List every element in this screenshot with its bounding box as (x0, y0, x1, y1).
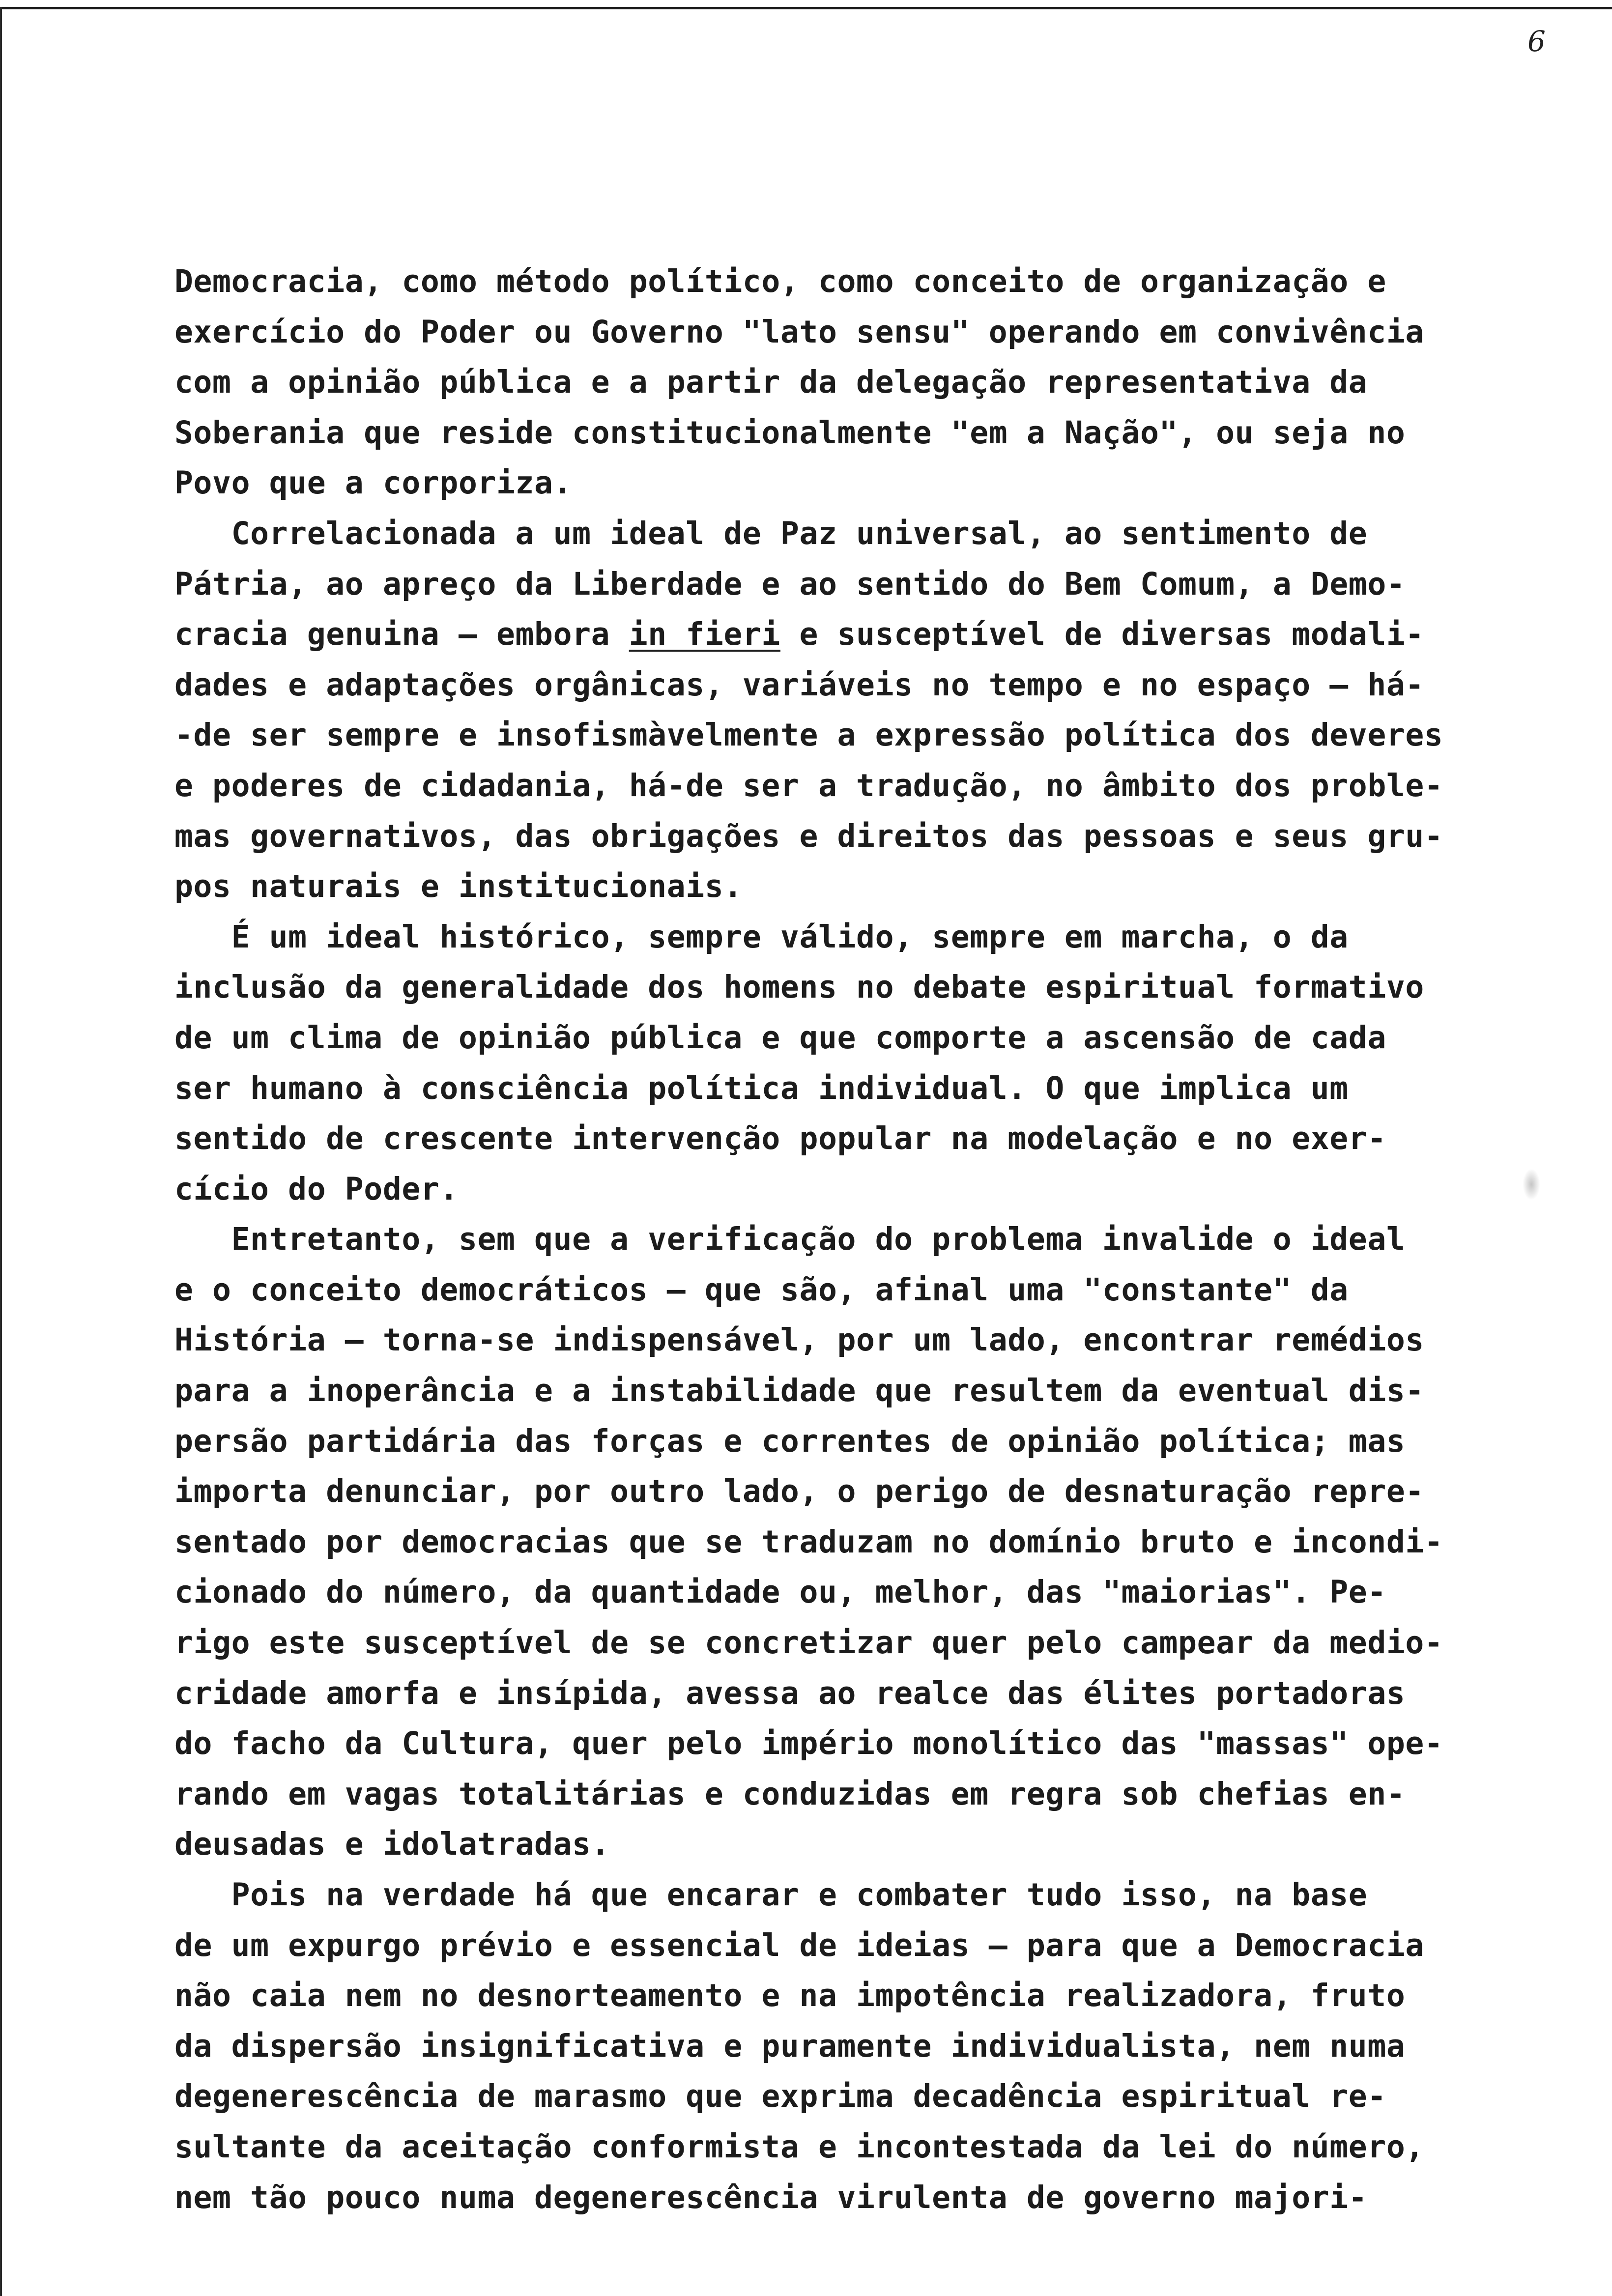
text-line (174, 1567, 1531, 1618)
text-line (174, 458, 1531, 509)
text-segment: e o conceito democráticos — que são, afinal uma "constante" da (174, 1271, 1349, 1308)
text-segment: -de ser sempre e insofismàvelmente a expressão política dos deveres (174, 717, 1443, 753)
text-segment: É um ideal histórico, sempre válido, sempre em marcha, o da (174, 918, 1349, 955)
text-segment: sentido de crescente intervenção popular na modelação e no exer- (174, 1120, 1386, 1157)
text-line (174, 1416, 1531, 1467)
page-number: 6 (1527, 25, 1546, 58)
text-segment: Democracia, como método político, como conceito de organização e (174, 263, 1386, 299)
text-line (174, 1315, 1531, 1366)
text-segment: de um clima de opinião pública e que comporte a ascensão de cada (174, 1019, 1386, 1056)
text-segment: cionado do número, da quantidade ou, melhor, das "maiorias". Pe- (174, 1574, 1386, 1610)
text-line (174, 559, 1531, 610)
text-line (174, 307, 1531, 358)
text-segment: importa denunciar, por outro lado, o perigo de desnaturação repre- (174, 1473, 1424, 1510)
text-segment: rando em vagas totalitárias e conduzidas em regra sob chefias en- (174, 1776, 1406, 1812)
text-segment: degenerescência de marasmo que exprima decadência espiritual re- (174, 2078, 1386, 2115)
text-segment: de um expurgo prévio e essencial de ideias — para que a Democracia (174, 1927, 1424, 1963)
text-line (174, 861, 1531, 912)
text-line (174, 1870, 1531, 1921)
text-segment: mas governativos, das obrigações e direitos das pessoas e seus gru- (174, 818, 1443, 854)
text-segment: cício do Poder. (174, 1171, 459, 1207)
text-segment: Correlacionada a um ideal de Paz universal, ao sentimento de (174, 515, 1368, 551)
text-line (174, 1265, 1531, 1316)
text-segment: para a inoperância e a instabilidade que resultem da eventual dis- (174, 1373, 1424, 1409)
text-line (174, 2173, 1531, 2223)
text-segment: História — torna-se indispensável, por um lado, encontrar remédios (174, 1322, 1424, 1358)
text-segment: persão partidária das forças e correntes de opinião política; mas (174, 1423, 1406, 1459)
text-line (174, 1668, 1531, 1719)
text-segment: da dispersão insignificativa e puramente individualista, nem numa (174, 2028, 1406, 2064)
text-line (174, 912, 1531, 963)
text-segment: rigo este susceptível de se concretizar quer pelo campear da medio- (174, 1625, 1443, 1661)
text-segment: cridade amorfa e insípida, avessa ao realce das élites portadoras (174, 1675, 1406, 1711)
text-line (174, 1214, 1531, 1265)
text-line (174, 1114, 1531, 1164)
text-segment: do facho da Cultura, quer pelo império monolítico das "massas" ope- (174, 1725, 1443, 1762)
text-segment: e susceptível de diversas modali- (780, 616, 1424, 653)
text-line (174, 1063, 1531, 1114)
text-segment: Pois na verdade há que encarar e combater tudo isso, na base (174, 1877, 1368, 1913)
page-top-edge (0, 7, 1612, 9)
text-line (174, 710, 1531, 761)
text-line (174, 609, 1531, 660)
text-segment: sultante da aceitação conformista e incontestada da lei do número, (174, 2128, 1424, 2165)
text-segment: deusadas e idolatradas. (174, 1826, 610, 1863)
text-segment: Entretanto, sem que a verificação do problema invalide o ideal (174, 1221, 1406, 1258)
text-segment: Povo que a corporiza. (174, 465, 573, 501)
text-segment: sentado por democracias que se traduzam no domínio bruto e incondi- (174, 1523, 1443, 1560)
latin-phrase: in fieri (629, 616, 780, 653)
text-line (174, 408, 1531, 459)
text-segment: cracia genuina — embora (174, 616, 629, 653)
page-left-edge (0, 7, 2, 2296)
text-line (174, 1971, 1531, 2021)
text-line (174, 2122, 1531, 2173)
text-line (174, 2021, 1531, 2072)
text-line (174, 811, 1531, 862)
text-line (174, 1517, 1531, 1568)
text-segment: dades e adaptações orgânicas, variáveis no tempo e no espaço — há- (174, 666, 1424, 703)
text-line (174, 1819, 1531, 1870)
text-segment: exercício do Poder ou Governo "lato sensu" operando em convivência (174, 314, 1424, 350)
text-segment: Pátria, ao apreço da Liberdade e ao sentido do Bem Comum, a Demo- (174, 566, 1406, 602)
text-segment: com a opinião pública e a partir da delegação representativa da (174, 364, 1368, 401)
text-line (174, 962, 1531, 1013)
text-line (174, 509, 1531, 559)
text-segment: Soberania que reside constitucionalmente "em a Nação", ou seja no (174, 414, 1406, 451)
text-segment: ser humano à consciência política individual. O que implica um (174, 1070, 1349, 1106)
text-segment: e poderes de cidadania, há-de ser a tradução, no âmbito dos proble- (174, 767, 1443, 804)
text-line (174, 1366, 1531, 1416)
text-line (174, 1164, 1531, 1215)
text-line (174, 1466, 1531, 1517)
text-line (174, 1618, 1531, 1668)
text-line (174, 1013, 1531, 1063)
text-segment: não caia nem no desnorteamento e na impotência realizadora, fruto (174, 1978, 1406, 2014)
text-line (174, 761, 1531, 811)
text-line (174, 257, 1531, 307)
body-text (174, 257, 1531, 2223)
text-line (174, 1769, 1531, 1820)
text-line (174, 2071, 1531, 2122)
text-line (174, 1921, 1531, 1971)
text-segment: nem tão pouco numa degenerescência virulenta de governo majori- (174, 2179, 1368, 2215)
text-segment: inclusão da generalidade dos homens no debate espiritual formativo (174, 969, 1424, 1005)
text-segment: pos naturais e institucionais. (174, 868, 743, 905)
text-line (174, 660, 1531, 711)
text-line (174, 1719, 1531, 1769)
text-line (174, 357, 1531, 408)
